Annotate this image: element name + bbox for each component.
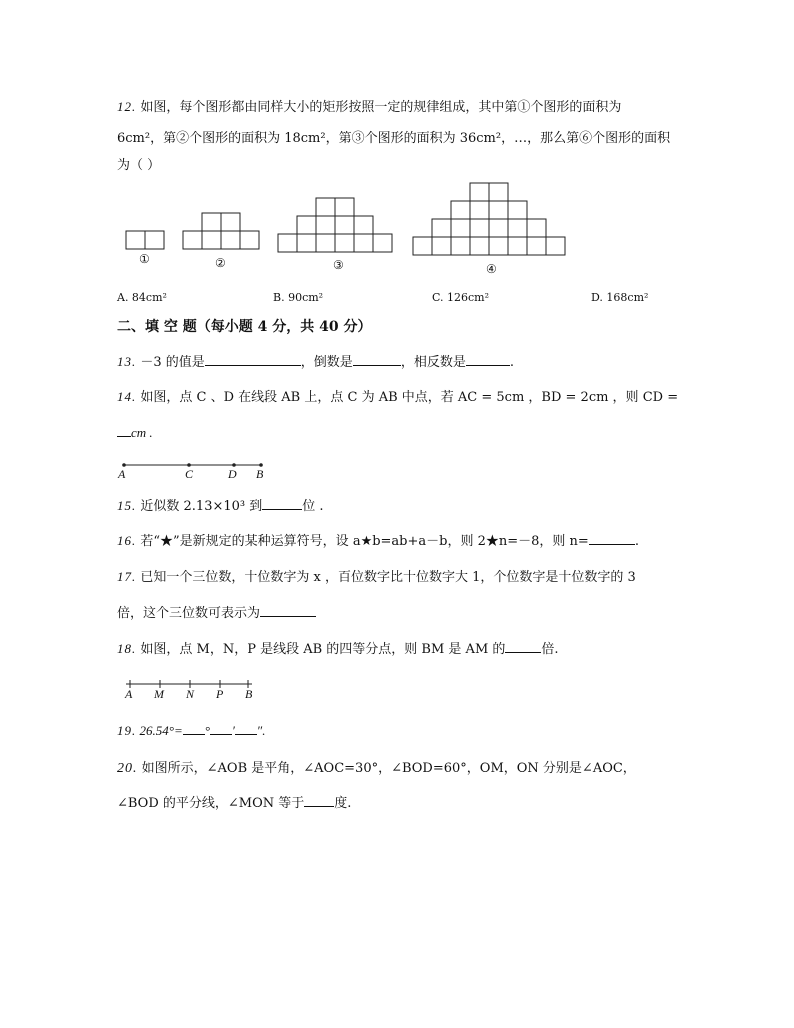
q15-number: 15. bbox=[117, 498, 137, 513]
q20-line2 bbox=[117, 794, 351, 813]
q19-text-d: ″. bbox=[256, 723, 266, 738]
fig4-cell bbox=[546, 237, 565, 255]
option-a: A. 84cm² bbox=[117, 291, 167, 304]
q14-point-d: D bbox=[228, 467, 237, 481]
fig3-label: ③ bbox=[333, 258, 344, 272]
q12-line2: 6cm²，第②个图形的面积为 18cm²，第③个图形的面积为 36cm²，…，那么第⑥个图形的面积 bbox=[117, 131, 671, 146]
q18-text-a: 如图，点 M，N，P 是线段 AB 的四等分点，则 BM 是 AM 的 bbox=[140, 642, 506, 657]
q16-blank[interactable] bbox=[589, 532, 635, 545]
q15 bbox=[117, 497, 324, 516]
q14-blank[interactable] bbox=[117, 424, 131, 437]
q12-text-line1: 如图，每个图形都由同样大小的矩形按照一定的规律组成，其中第①个图形的面积为 bbox=[140, 100, 622, 115]
q17-number: 17. bbox=[117, 569, 137, 584]
fig3-cell bbox=[335, 198, 354, 216]
q18-point-p: P bbox=[216, 687, 224, 701]
q12-figures bbox=[126, 183, 576, 267]
q19-number: 19. bbox=[117, 723, 137, 738]
fig4-cell bbox=[451, 201, 470, 219]
q17-text-line2: 倍，这个三位数可表示为 bbox=[117, 606, 261, 621]
fig2-cell bbox=[240, 231, 259, 249]
fig4-cell bbox=[489, 237, 508, 255]
fig2-cell bbox=[202, 213, 221, 231]
q17-text-line1: 已知一个三位数，十位数字为 x ，百位数字比十位数字大 1，个位数字是十位数字的 3 bbox=[140, 570, 636, 585]
q16-text-a: 若“★”是新规定的某种运算符号，设 a★b=ab+a－b，则 2★n=－8，则 n= bbox=[140, 534, 589, 549]
q13-text-a: －3 的值是 bbox=[140, 355, 205, 370]
fig4-cell bbox=[527, 237, 546, 255]
fig1-cell bbox=[126, 231, 145, 249]
q17-line1 bbox=[117, 568, 636, 587]
fig3-cell bbox=[316, 216, 335, 234]
q18 bbox=[117, 640, 559, 659]
q13-text-d: . bbox=[509, 355, 514, 370]
q18-number: 18. bbox=[117, 641, 137, 656]
q13-blank-1[interactable] bbox=[205, 353, 301, 366]
fig4-label: ④ bbox=[486, 262, 497, 276]
q18-point-m: M bbox=[154, 687, 164, 701]
q16 bbox=[117, 532, 639, 551]
fig4-cell bbox=[470, 237, 489, 255]
fig3-cell bbox=[354, 234, 373, 252]
q19-text-a: 26.54°= bbox=[139, 723, 183, 738]
q17-line2 bbox=[117, 604, 316, 623]
fig4-cell bbox=[470, 183, 489, 201]
fig4-cell bbox=[451, 237, 470, 255]
option-c: C. 126cm² bbox=[432, 291, 490, 304]
q18-text-b: 倍. bbox=[541, 642, 559, 657]
fig4-cell bbox=[451, 219, 470, 237]
fig3-cell bbox=[335, 216, 354, 234]
q12-number: 12. bbox=[117, 99, 137, 114]
q20-blank[interactable] bbox=[304, 794, 334, 807]
q14-point-c: C bbox=[185, 467, 194, 481]
fig2-cell bbox=[221, 231, 240, 249]
option-b: B. 90cm² bbox=[273, 291, 324, 304]
q19-blank-sec[interactable] bbox=[235, 722, 257, 735]
fig4-cell bbox=[508, 219, 527, 237]
fig3-cell bbox=[354, 216, 373, 234]
fig4-cell bbox=[489, 219, 508, 237]
q20-text-line2a: ∠BOD 的平分线，∠MON 等于 bbox=[117, 796, 305, 811]
q13-text-b: ，倒数是 bbox=[300, 355, 353, 370]
q18-point-b: B bbox=[245, 687, 253, 701]
fig3-cell bbox=[297, 216, 316, 234]
fig4-cell bbox=[470, 219, 489, 237]
q20-text-line2b: 度. bbox=[334, 796, 352, 811]
fig4-cell bbox=[432, 219, 451, 237]
fig4-cell bbox=[508, 237, 527, 255]
fig3-cell bbox=[335, 234, 354, 252]
fig4-cell bbox=[413, 237, 432, 255]
fig1-cell bbox=[145, 231, 164, 249]
q19-blank-deg[interactable] bbox=[183, 722, 205, 735]
fig2-cell bbox=[221, 213, 240, 231]
fig2-cell bbox=[183, 231, 202, 249]
q18-blank[interactable] bbox=[505, 640, 541, 653]
fig2-cell bbox=[202, 231, 221, 249]
q18-point-a: A bbox=[125, 687, 133, 701]
fig4-cell bbox=[489, 201, 508, 219]
fig4-cell bbox=[489, 183, 508, 201]
q13-blank-2[interactable] bbox=[353, 353, 401, 366]
fig3-cell bbox=[373, 234, 392, 252]
q17-blank[interactable] bbox=[260, 604, 316, 617]
option-d: D. 168cm² bbox=[591, 291, 649, 304]
fig3-cell bbox=[316, 198, 335, 216]
q15-text-b: 位 . bbox=[302, 499, 324, 514]
fig4-cell bbox=[470, 201, 489, 219]
q19 bbox=[117, 722, 265, 740]
q12-line3: 为（ ） bbox=[117, 158, 161, 173]
q20-number: 20. bbox=[117, 761, 138, 776]
fig2-label: ② bbox=[215, 256, 226, 270]
q18-point-n: N bbox=[186, 687, 195, 701]
fig4-cell bbox=[432, 237, 451, 255]
q19-text-c: ′ bbox=[231, 723, 235, 738]
fig1-label: ① bbox=[139, 252, 150, 266]
fig3-cell bbox=[297, 234, 316, 252]
q14-line2 bbox=[117, 424, 153, 443]
q13-blank-3[interactable] bbox=[466, 353, 510, 366]
q13-text-c: ，相反数是 bbox=[400, 355, 466, 370]
q13 bbox=[117, 353, 514, 372]
q14-point-b: B bbox=[256, 467, 264, 481]
q20-line1 bbox=[117, 760, 636, 778]
q19-text-b: ° bbox=[204, 723, 210, 738]
q14-line1 bbox=[117, 388, 678, 407]
q15-blank[interactable] bbox=[262, 497, 302, 510]
fig4-cell bbox=[508, 201, 527, 219]
fig4-cell bbox=[527, 219, 546, 237]
q15-text-a: 近似数 2.13×10³ 到 bbox=[140, 499, 263, 514]
q12-line1 bbox=[117, 98, 621, 117]
q20-text-line1: 如图所示，∠AOB 是平角，∠AOC=30°，∠BOD=60°，OM，ON 分别是∠AOC， bbox=[141, 761, 636, 776]
q19-blank-min[interactable] bbox=[210, 722, 232, 735]
q14-point-a: A bbox=[118, 467, 126, 481]
q16-number: 16. bbox=[117, 533, 137, 548]
q14-text-line1: 如图，点 C 、D 在线段 AB 上，点 C 为 AB 中点，若 AC = 5cm ，BD = 2cm ，则 CD = bbox=[140, 390, 679, 405]
fig3-cell bbox=[316, 234, 335, 252]
q14-number: 14. bbox=[117, 389, 137, 404]
q14-unit: cm . bbox=[131, 425, 153, 440]
q13-number: 13. bbox=[117, 354, 137, 369]
rectangle-pattern-figures bbox=[126, 183, 576, 263]
q16-text-b: . bbox=[634, 534, 639, 549]
section-heading: 二、填 空 题（每小题 4 分，共 40 分） bbox=[117, 319, 372, 335]
fig3-cell bbox=[278, 234, 297, 252]
